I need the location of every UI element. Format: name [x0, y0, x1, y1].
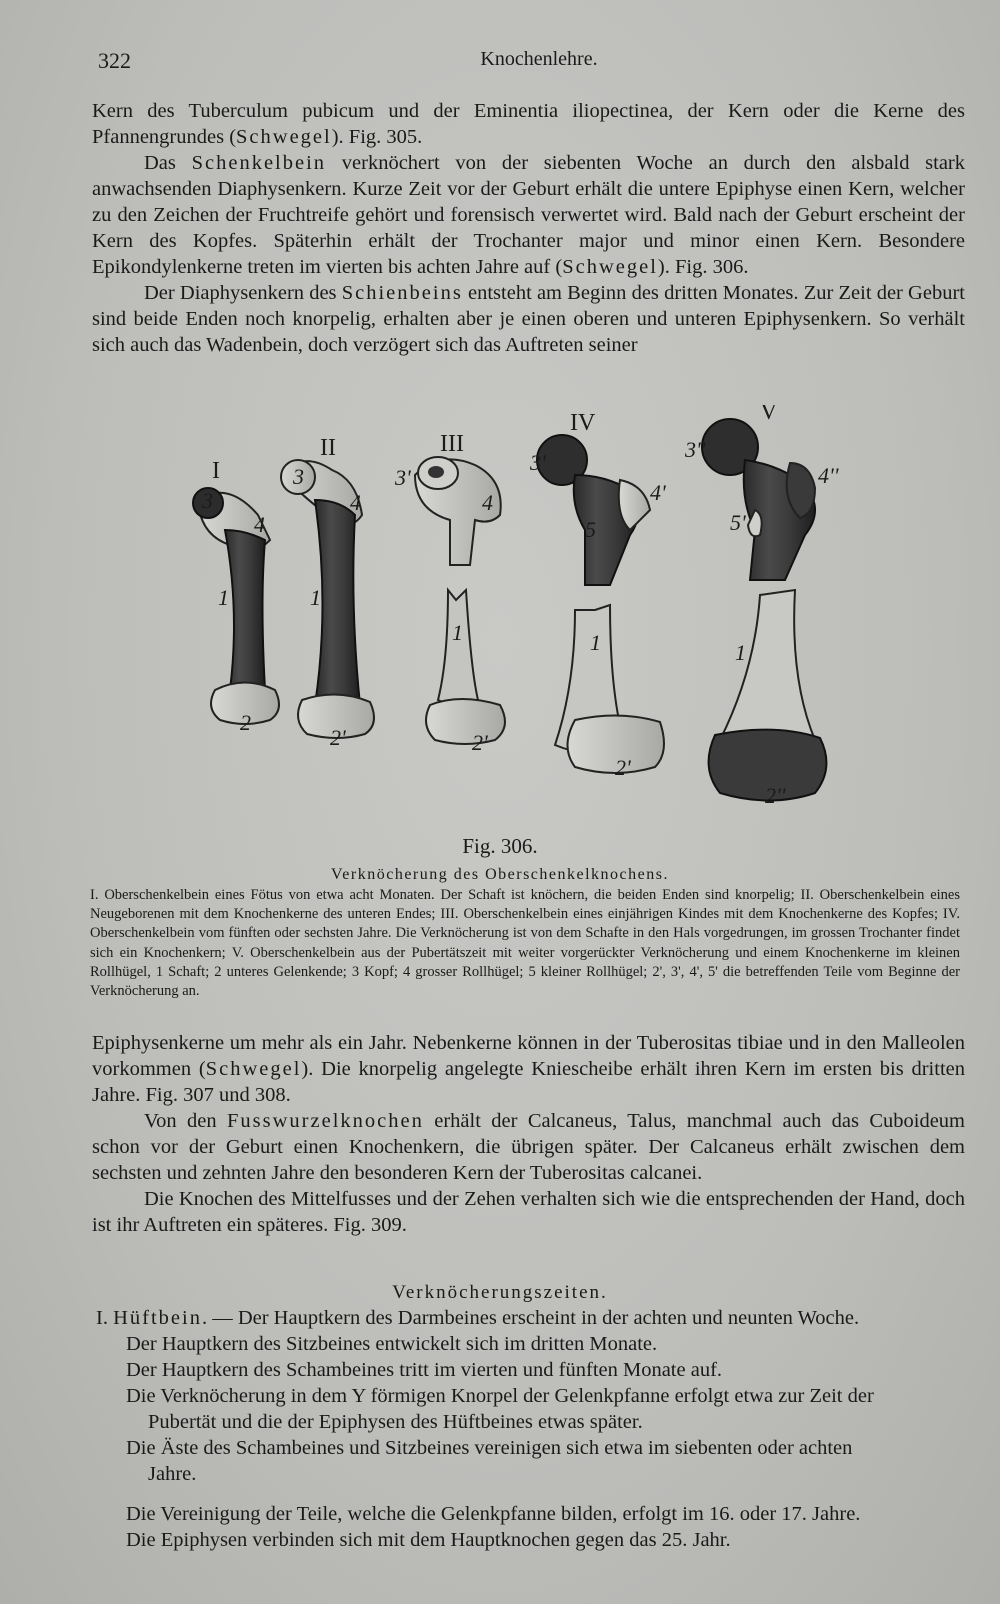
bone-IV	[529, 410, 666, 780]
running-title: Knochenlehre.	[480, 48, 598, 70]
part-label: 2'	[330, 725, 346, 750]
bone-I	[193, 458, 279, 735]
emphasized-term: Fusswurzelknochen	[227, 1110, 424, 1132]
part-label: 4''	[818, 463, 839, 488]
section-heading: Verknöcherungszeiten.	[392, 1282, 608, 1303]
roman-label-III: III	[440, 431, 464, 457]
figure-caption	[90, 886, 960, 1001]
caption-title: Verknöcherung des Oberschenkelknochens.	[331, 866, 669, 883]
emphasized-term: Schienbeins	[341, 282, 463, 304]
list-item: Die Vereinigung der Teile, welche die Gelenkpfanne bilden, erfolgt im 16. oder 17. Jahre.	[126, 1503, 861, 1525]
bone-V	[684, 405, 839, 808]
list-item: Der Hauptkern des Sitzbeines entwickelt sich im dritten Monate.	[126, 1333, 658, 1355]
list-item-continuation: Pubertät und die der Epiphysen des Hüftbeines etwas später.	[148, 1411, 643, 1433]
paragraph-text: ). Die knorpelig angelegte Kniescheibe erhält ihren Kern im ersten bis dritten Jahre. Fig. 307 und 308.	[92, 1058, 965, 1106]
bone-III	[394, 431, 505, 755]
part-label: 4	[482, 490, 493, 515]
paragraph-5	[92, 1108, 965, 1186]
emphasized-term: Hüftbein	[113, 1307, 202, 1329]
part-label: 2''	[765, 783, 786, 808]
part-label: 3	[202, 488, 213, 513]
paragraph-text: verknöchert von der siebenten Woche an durch den alsbald stark anwachsenden Diaphysenkern. Kurze Zeit vor der Geburt erhält die untere Epiphyse einen Kern, welcher zu den Zeichen der Fruchtreife gehört und forensisch verwertet wird. Bald nach der Geburt erscheint der Kern des Kopfes. Späterhin erhält der Trochanter major und minor einen Kern. Besondere Epikondylenkerne treten im vierten bis achten Jahre auf (	[92, 152, 966, 278]
part-label: 2	[240, 710, 251, 735]
part-label: 1	[310, 585, 321, 610]
part-label: 1	[735, 640, 746, 665]
part-label: 3'	[530, 450, 546, 475]
part-label: 4'	[650, 480, 666, 505]
list-item	[96, 1305, 964, 1331]
part-label: 5	[585, 517, 596, 542]
part-label: 4	[254, 512, 265, 537]
bone-II	[281, 435, 374, 750]
list-item-continuation: Jahre.	[148, 1463, 197, 1485]
part-label: 2'	[472, 730, 488, 755]
author-name: Schwegel	[205, 1058, 302, 1080]
ossification-times-list	[96, 1305, 964, 1553]
paragraph-text: Kern des Tuberculum pubicum und der Eminentia iliopectinea, der Kern oder die Kerne des Pfannengrundes (	[92, 100, 965, 148]
list-item: Die Äste des Schambeines und Sitzbeines vereinigen sich etwa im siebenten oder achten	[126, 1437, 853, 1459]
part-label: 2'	[615, 755, 631, 780]
paragraph-text: ). Fig. 305.	[331, 126, 423, 148]
part-label: 4	[350, 490, 361, 515]
author-name: Schwegel	[236, 126, 332, 148]
roman-label-IV: IV	[570, 410, 596, 436]
part-label: 5'	[730, 510, 746, 535]
roman-label-I: I	[212, 458, 220, 484]
list-item: Die Epiphysen verbinden sich mit dem Hauptknochen gegen das 25. Jahr.	[126, 1529, 731, 1551]
page-header	[98, 48, 940, 78]
author-name: Schwegel	[562, 256, 658, 278]
figure-label: Fig. 306.	[462, 834, 538, 858]
paragraph-text: Epiphysenkerne um mehr als ein Jahr. Nebenkerne können in der Tuberositas tibiae und in den Malleolen vorkommen (	[92, 1032, 965, 1080]
paragraph-4	[92, 1030, 965, 1108]
paragraph-text: ). Fig. 306.	[657, 256, 749, 278]
part-label: 1	[452, 620, 463, 645]
paragraph-text: Von den	[144, 1110, 228, 1132]
paragraph-4-block	[92, 1030, 965, 1238]
page-number: 322	[98, 48, 131, 73]
paragraph-text: erhält der Calcaneus, Talus, manchmal auch das Cuboideum schon vor der Geburt einen Knochenkern, die übrigen später. Der Calcaneus erhält zwischen dem sechsten und zehnten Jahre den besonderen Kern der Tuberositas calcanei.	[92, 1110, 965, 1184]
paragraph-text: . — Der Hauptkern des Darmbeines erscheint in der achten und neunten Woche.	[201, 1307, 860, 1329]
part-label: 3'	[395, 465, 411, 490]
emphasized-term: Schenkelbein	[191, 152, 327, 174]
paragraph-3	[92, 280, 965, 358]
list-item: Der Hauptkern des Schambeines tritt im vierten und fünften Monate auf.	[126, 1359, 723, 1381]
femur-ossification-figure	[190, 405, 910, 825]
roman-label-II: II	[320, 435, 336, 461]
paragraph-text: Das	[144, 152, 192, 174]
part-label: 3	[293, 464, 304, 489]
part-label: 3''	[685, 437, 706, 462]
part-label: 1	[218, 585, 229, 610]
roman-label-V: V	[760, 405, 778, 425]
paragraph-1	[92, 98, 965, 358]
list-marker: I.	[96, 1307, 114, 1329]
part-label: 1	[590, 630, 601, 655]
list-item: Die Verknöcherung in dem Y förmigen Knorpel der Gelenkpfanne erfolgt etwa zur Zeit der	[126, 1385, 874, 1407]
paragraph-6: Die Knochen des Mittelfusses und der Zehen verhalten sich wie die entsprechenden der Hand, doch ist ihr Auftreten ein späteres. Fig. 309.	[92, 1188, 965, 1236]
paragraph-2	[92, 150, 965, 280]
paragraph-text: Der Diaphysenkern des	[144, 282, 342, 304]
paragraph-text: entsteht am Beginn des dritten Monates. Zur Zeit der Geburt sind beide Enden noch knorpelig, erhalten aber je einen oberen und unteren Epiphysenkern. So verhält sich auch das Wadenbein, doch verzögert sich das Auftreten seiner	[92, 282, 965, 356]
caption-body: I. Oberschenkelbein eines Fötus von etwa acht Monaten. Der Schaft ist knöchern, die beiden Enden sind knorpelig; II. Oberschenkelbein eines Neugeborenen mit dem Knochenkerne des unteren Endes; III. Oberschenkelbein eines einjährigen Kindes mit dem Knochenkerne des Kopfes; IV. Oberschenkelbein vom fünften oder sechsten Jahre. Die Verknöcherung ist von dem Schafte in den Hals vorgedrungen, im grossen Trochanter findet sich ein Knochenkern; V. Oberschenkelbein aus der Pubertätszeit mit weiter vorgerückter Verknöcherung und einem Knochenkerne im kleinen Rollhügel, 1 Schaft; 2 unteres Gelenkende; 3 Kopf; 4 grosser Rollhügel; 5 kleiner Rollhügel; 2', 3', 4', 5' die betreffenden Teile vom Beginne der Verknöcherung an.	[90, 887, 960, 1000]
